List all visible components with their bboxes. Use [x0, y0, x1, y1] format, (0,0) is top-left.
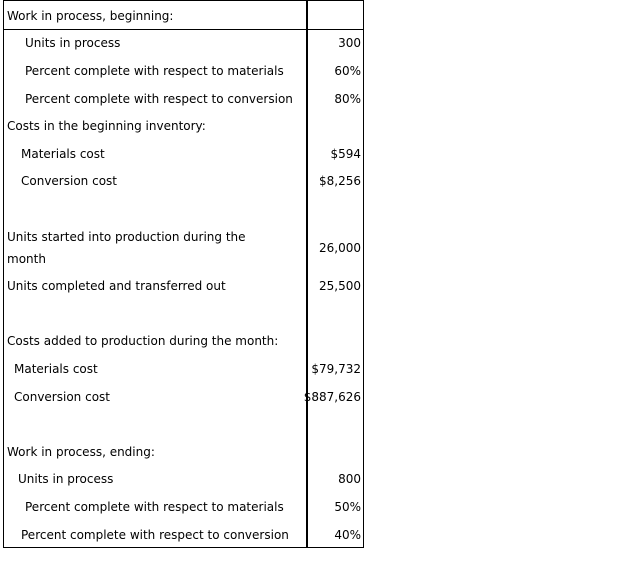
row-value: $79,732 — [311, 362, 361, 376]
row-label: Units in process — [18, 472, 114, 486]
row-label: Work in process, ending: — [7, 445, 155, 459]
row-value: 25,500 — [319, 279, 361, 293]
row-value: 80% — [334, 92, 361, 106]
row-value: 40% — [334, 528, 361, 542]
header-rule — [4, 29, 363, 30]
row-label: Percent complete with respect to conversion — [25, 92, 293, 106]
row-label: Costs added to production during the month: — [7, 334, 279, 348]
row-value: 26,000 — [319, 241, 361, 255]
row-label: Units completed and transferred out — [7, 279, 226, 293]
row-value: 300 — [338, 36, 361, 50]
column-divider — [306, 1, 308, 547]
row-value: 60% — [334, 64, 361, 78]
row-label: Costs in the beginning inventory: — [7, 119, 206, 133]
row-value: $8,256 — [319, 174, 361, 188]
data-table — [3, 0, 364, 548]
row-label: Percent complete with respect to conversion — [21, 528, 289, 542]
row-label: Work in process, beginning: — [7, 9, 174, 23]
row-label: Conversion cost — [14, 390, 110, 404]
row-label: Conversion cost — [21, 174, 117, 188]
row-value: $887,626 — [303, 390, 361, 404]
row-label: Units in process — [25, 36, 121, 50]
row-label: Percent complete with respect to materials — [25, 500, 284, 514]
row-value: $594 — [330, 147, 361, 161]
row-label: Materials cost — [14, 362, 98, 376]
row-value: 50% — [334, 500, 361, 514]
row-label: Percent complete with respect to materials — [25, 64, 284, 78]
row-value: 800 — [338, 472, 361, 486]
row-label: Materials cost — [21, 147, 105, 161]
row-label: Units started into production during the month — [7, 230, 246, 266]
